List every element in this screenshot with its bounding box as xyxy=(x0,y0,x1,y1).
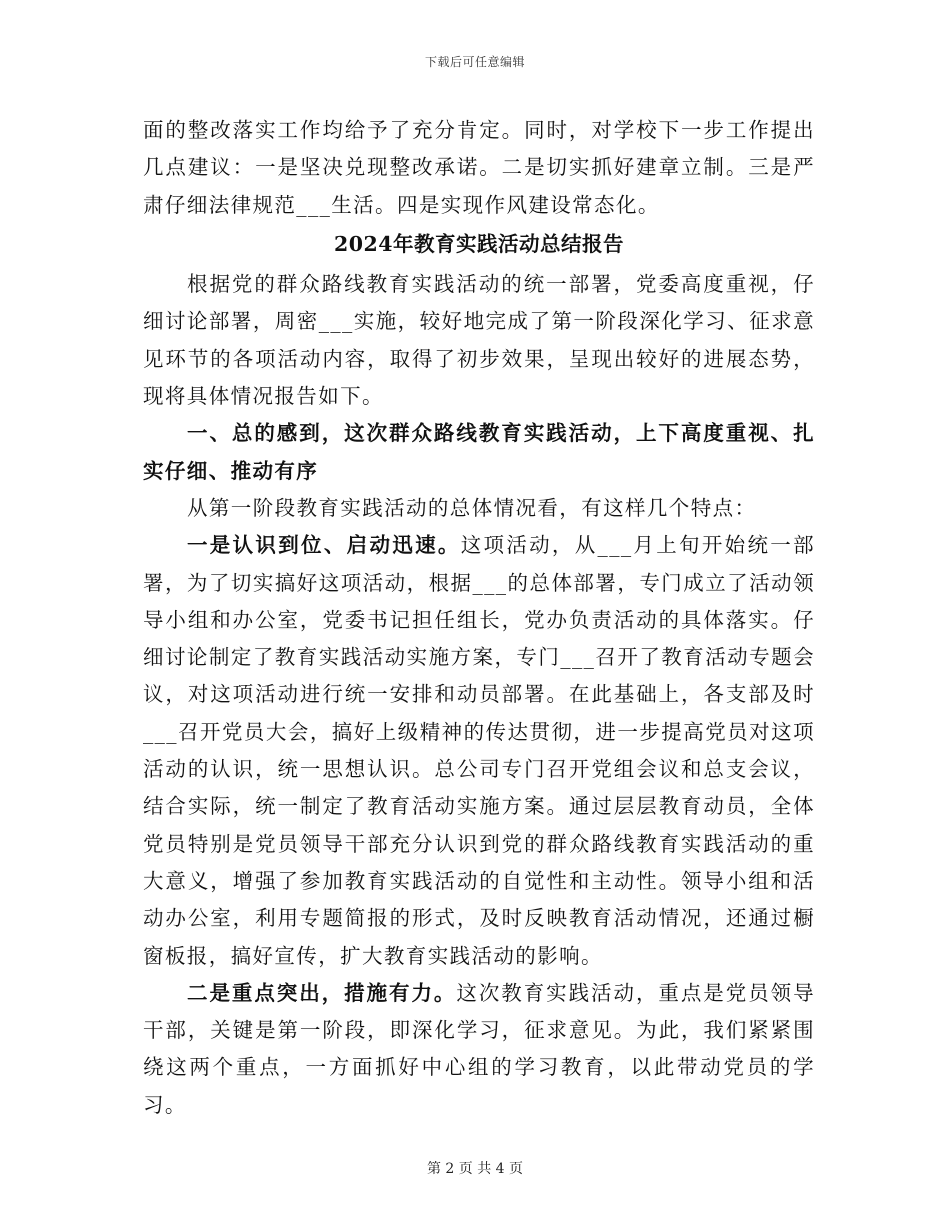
document-title: 2024年教育实践活动总结报告 xyxy=(333,231,625,256)
paragraph-1: 根据党的群众路线教育实践活动的统一部署，党委高度重视，仔细讨论部署，周密___实施，较好地完成了第一阶段深化学习、征求意见环节的各项活动内容，取得了初步效果，呈现出较好的进展态势，现将具体情况报告如下。 xyxy=(143,272,815,409)
page-footer: 第 2 页 共 4 页 xyxy=(426,1161,524,1177)
point-1-text: 这项活动，从___月上旬开始统一部署，为了切实搞好这项活动，根据___的总体部署，专门成立了活动领导小组和办公室，党委书记担任组长，党办负责活动的具体落实。仔细讨论制定了教育实践活动实施方案，专门___召开了教育活动专题会议，对这项活动进行统一安排和动员部署。在此基础上，各支部及时___召开党员大会，搞好上级精神的传达贯彻，进一步提高党员对这项活动的认识，统一思想认识。总公司专门召开党组会议和总支会议，结合实际，统一制定了教育活动实施方案。通过层层教育动员，全体党员特别是党员领导干部充分认识到党的群众路线教育实践活动的重大意义，增强了参加教育实践活动的自觉性和主动性。领导小组和活动办公室，利用专题简报的形式，及时反映教育活动情况，还通过橱窗板报，搞好宣传，扩大教育实践活动的影响。 xyxy=(143,533,815,968)
section-1-heading: 一、总的感到，这次群众路线教育实践活动，上下高度重视、扎实仔细、推动有序 xyxy=(143,421,815,483)
point-2-paragraph xyxy=(143,975,815,1124)
page-header: 下载后可任意编辑 xyxy=(424,55,525,69)
point-2-label: 二是重点突出，措施有力。 xyxy=(187,980,457,1005)
document-body xyxy=(143,112,815,1124)
point-1-paragraph xyxy=(143,527,815,975)
point-1-label: 一是认识到位、启动迅速。 xyxy=(187,533,461,558)
intro-paragraph: 面的整改落实工作均给予了充分肯定。同时，对学校下一步工作提出几点建议：一是坚决兑现整改承诺。二是切实抓好建章立制。三是严肃仔细法律规范___生活。四是实现作风建设常态化。 xyxy=(143,118,815,217)
paragraph-2: 从第一阶段教育实践活动的总体情况看，有这样几个特点： xyxy=(187,495,757,520)
point-2-text: 这次教育实践活动，重点是党员领导干部，关键是第一阶段，即深化学习，征求意见。为此，我们紧紧围绕这两个重点，一方面抓好中心组的学习教育，以此带动党员的学习。 xyxy=(143,980,815,1117)
